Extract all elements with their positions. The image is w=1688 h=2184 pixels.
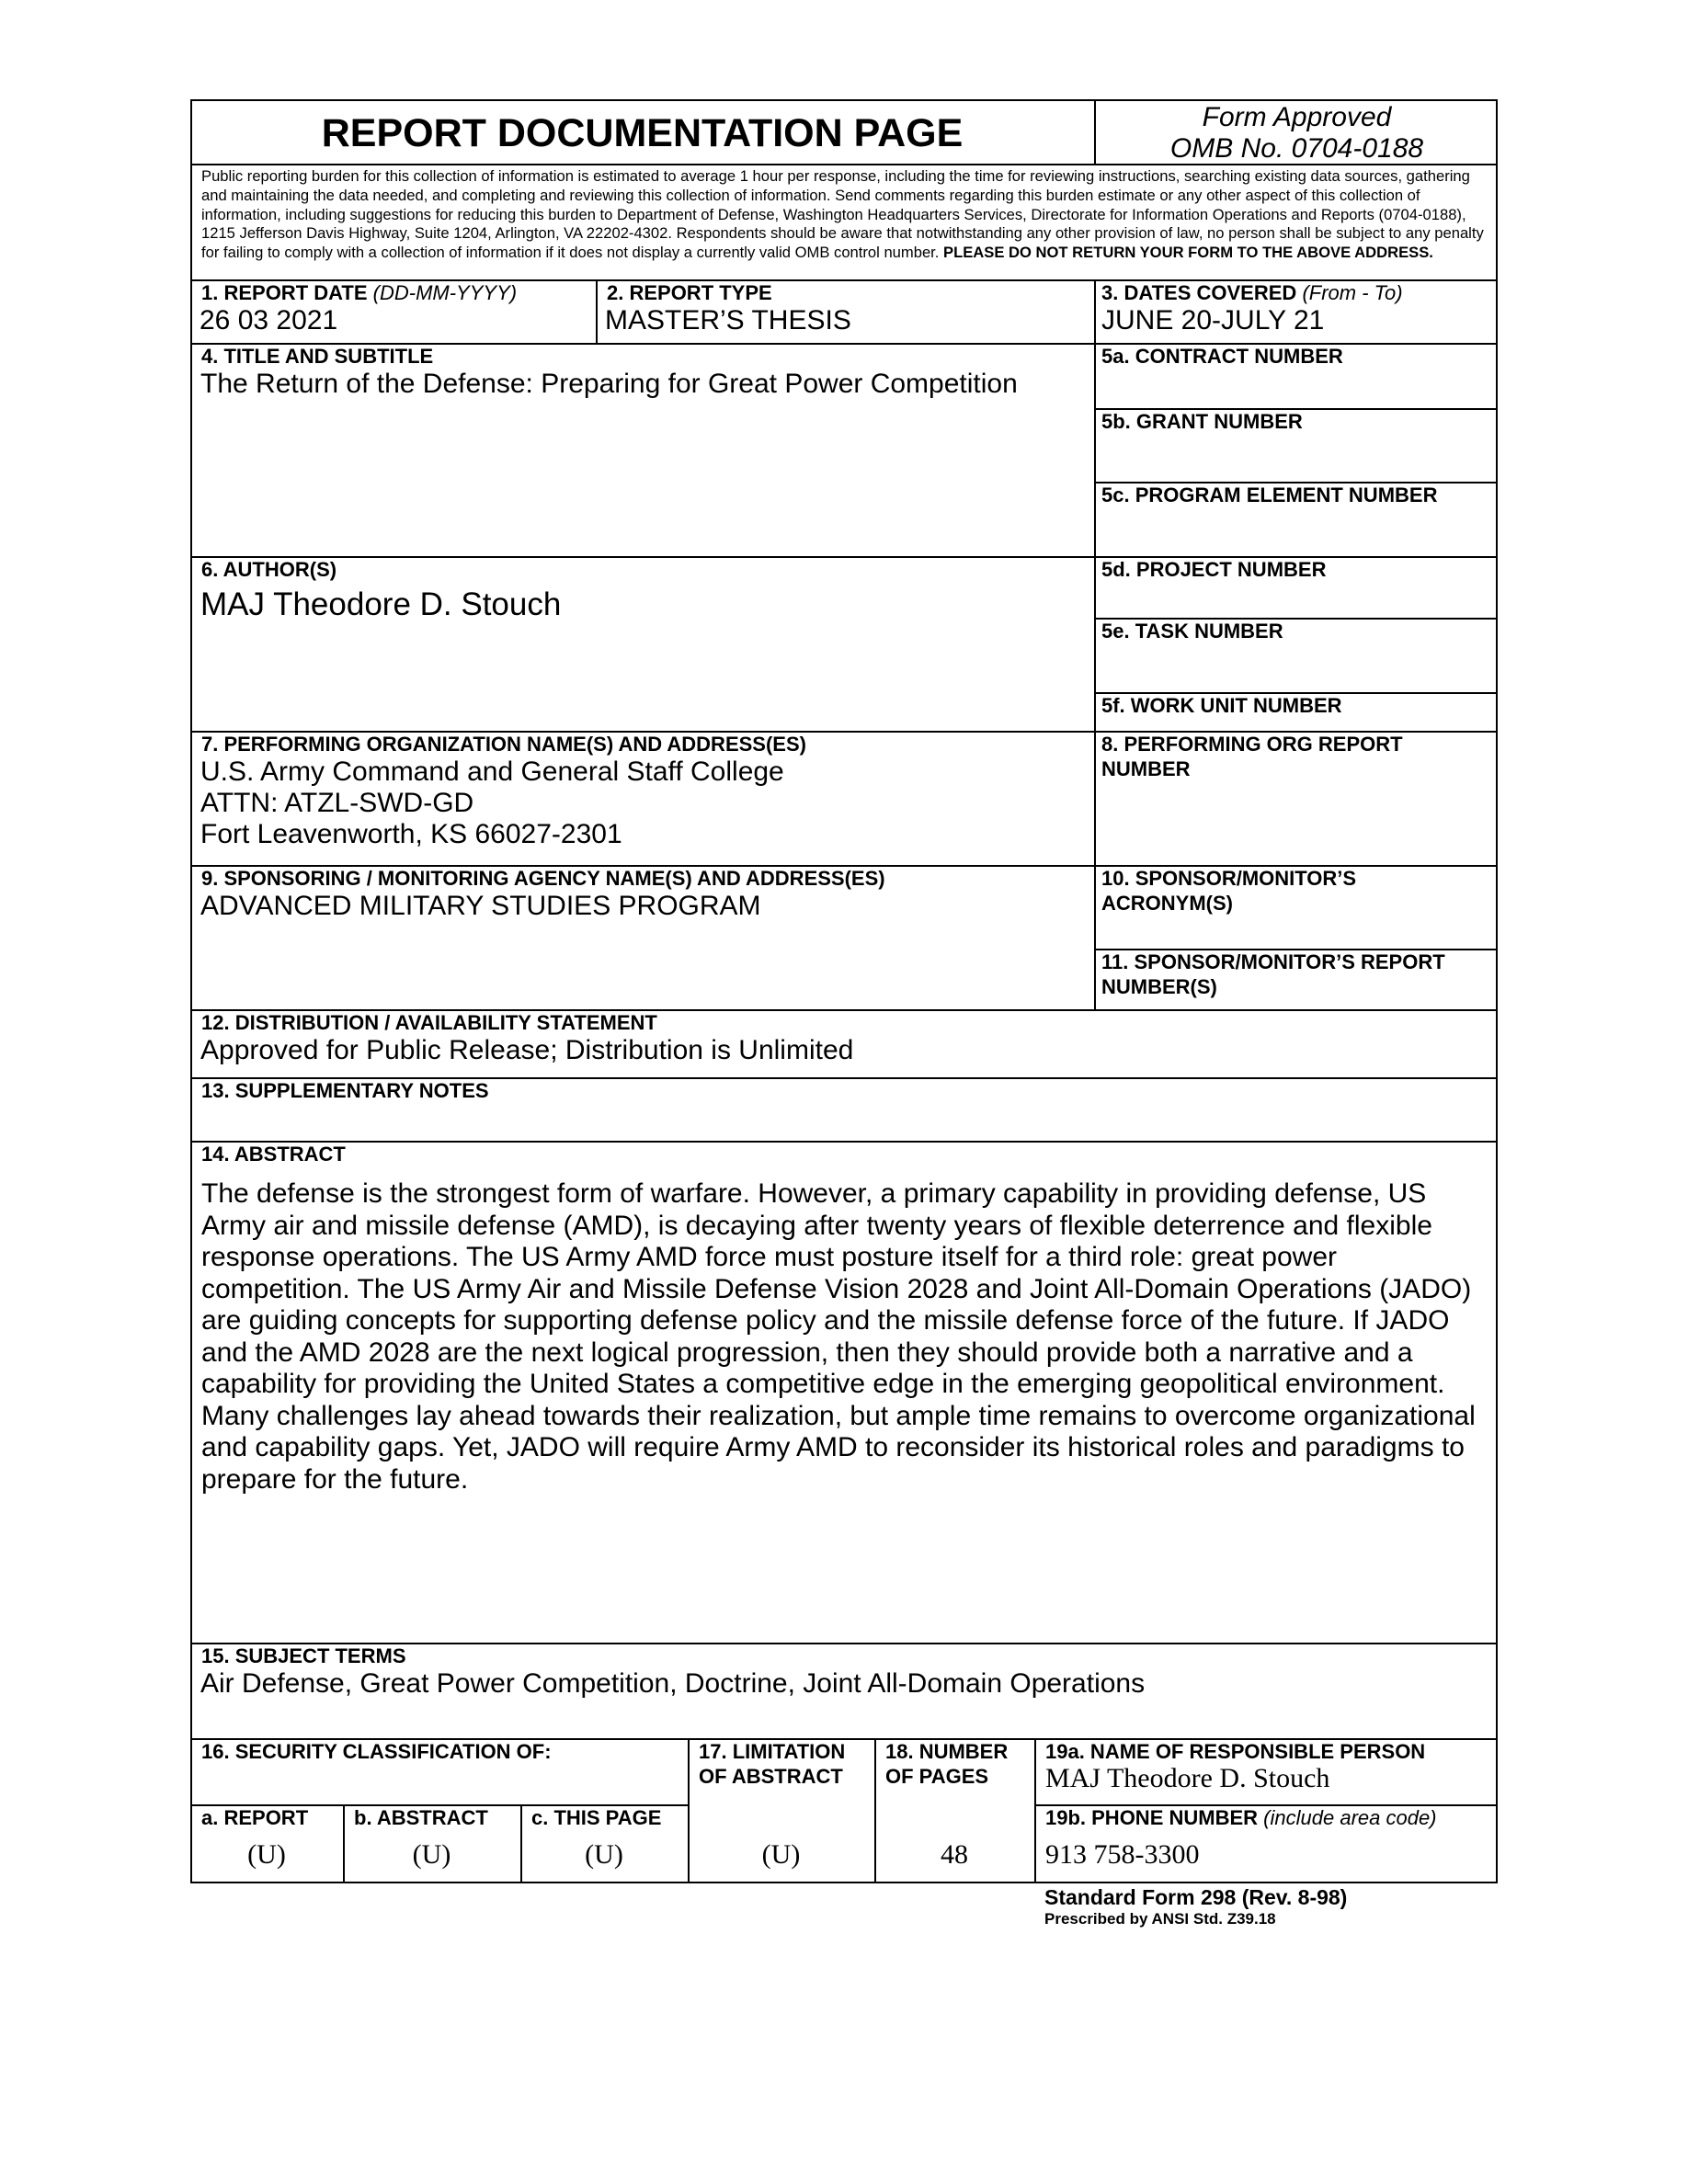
- rule: [1094, 482, 1498, 483]
- rule: [1034, 1738, 1036, 1883]
- contract-number-label: 5a. CONTRACT NUMBER: [1101, 345, 1343, 368]
- rule: [190, 1738, 1498, 1740]
- title-subtitle-label: 4. TITLE AND SUBTITLE: [201, 345, 434, 368]
- responsible-person-label: 19a. NAME OF RESPONSIBLE PERSON: [1045, 1740, 1426, 1763]
- performing-report-label-1: 8. PERFORMING ORG REPORT: [1101, 733, 1403, 756]
- form-approved-label: Form Approved: [1202, 102, 1392, 132]
- sponsor-report-label-1: 11. SPONSOR/MONITOR’S REPORT: [1101, 950, 1445, 973]
- performing-org-line-2[interactable]: ATTN: ATZL-SWD-GD: [200, 788, 474, 818]
- performing-org-line-1[interactable]: U.S. Army Command and General Staff College: [200, 756, 784, 787]
- rule: [1094, 692, 1498, 694]
- rule: [688, 1738, 690, 1883]
- rule: [190, 279, 1498, 281]
- performing-org-label: 7. PERFORMING ORGANIZATION NAME(S) AND ADDRESS(ES): [201, 733, 806, 756]
- project-number-label: 5d. PROJECT NUMBER: [1101, 558, 1327, 581]
- sponsoring-agency-label: 9. SPONSORING / MONITORING AGENCY NAME(S) AND ADDRESS(ES): [201, 867, 885, 890]
- security-classification-label: 16. SECURITY CLASSIFICATION OF:: [201, 1740, 552, 1763]
- sponsor-acronym-label-1: 10. SPONSOR/MONITOR’S: [1101, 867, 1357, 890]
- performing-org-line-3[interactable]: Fort Leavenworth, KS 66027-2301: [200, 819, 622, 849]
- phone-label: 19b. PHONE NUMBER (include area code): [1045, 1806, 1437, 1829]
- num-pages-label-1: 18. NUMBER: [885, 1740, 1009, 1763]
- abstract-label: 14. ABSTRACT: [201, 1143, 346, 1166]
- standard-form-id: Standard Form 298 (Rev. 8-98): [1044, 1885, 1348, 1909]
- grant-number-label: 5b. GRANT NUMBER: [1101, 410, 1303, 433]
- program-element-label: 5c. PROGRAM ELEMENT NUMBER: [1101, 483, 1438, 506]
- rule: [343, 1804, 345, 1883]
- dates-covered-value[interactable]: JUNE 20-JULY 21: [1101, 305, 1325, 336]
- security-abstract-value[interactable]: (U): [412, 1839, 451, 1870]
- sponsor-acronym-label-2: ACRONYM(S): [1101, 892, 1233, 915]
- title-subtitle-value[interactable]: The Return of the Defense: Preparing for Great Power Competition: [200, 369, 1018, 399]
- work-unit-label: 5f. WORK UNIT NUMBER: [1101, 694, 1342, 717]
- abstract-text[interactable]: The defense is the strongest form of warfare. However, a primary capability in providing defense, US Army air and missile defense (AMD), is decaying after twenty years of flexible deterrence and flexible response operations. The US Army AMD force must posture itself for a third role: great power competition. The US Army Air and Missile Defense Vision 2028 and Joint All-Domain Operations (JADO) are guiding concepts for supporting defense policy and the missile defense force of the future. If JADO and the AMD 2028 are the next logical progression, then they should provide both a narrative and a capability for providing the United States a competitive edge in the emerging geopolitical environment. Many challenges lay ahead towards their realization, but ample time remains to overcome organizational and capability gaps. Yet, JADO will require Army AMD to reconsider its historical roles and paradigms to prepare for the future.: [201, 1178, 1476, 1495]
- phone-value[interactable]: 913 758-3300: [1045, 1839, 1200, 1870]
- rule: [1094, 279, 1096, 1009]
- limitation-label-2: OF ABSTRACT: [699, 1765, 843, 1788]
- security-report-value[interactable]: (U): [247, 1839, 286, 1870]
- prescribed-by: Prescribed by ANSI Std. Z39.18: [1044, 1910, 1276, 1928]
- authors-label: 6. AUTHOR(S): [201, 558, 337, 581]
- report-type-value[interactable]: MASTER’S THESIS: [605, 305, 851, 336]
- sponsoring-agency-value[interactable]: ADVANCED MILITARY STUDIES PROGRAM: [200, 891, 761, 921]
- report-type-label: 2. REPORT TYPE: [607, 281, 772, 304]
- limitation-label-1: 17. LIMITATION: [699, 1740, 846, 1763]
- form-title: REPORT DOCUMENTATION PAGE: [321, 111, 964, 155]
- rule: [190, 1643, 1498, 1644]
- security-report-label: a. REPORT: [201, 1806, 309, 1829]
- rule: [1094, 949, 1498, 950]
- authors-value[interactable]: MAJ Theodore D. Stouch: [200, 586, 562, 622]
- distribution-label: 12. DISTRIBUTION / AVAILABILITY STATEMENT: [201, 1011, 657, 1034]
- num-pages-value[interactable]: 48: [941, 1839, 968, 1870]
- subject-terms-value[interactable]: Air Defense, Great Power Competition, Doctrine, Joint All-Domain Operations: [200, 1668, 1146, 1699]
- rule: [190, 1077, 1498, 1079]
- limitation-value[interactable]: (U): [761, 1839, 801, 1870]
- report-date-label: 1. REPORT DATE (DD-MM-YYYY): [201, 281, 518, 304]
- report-documentation-form: [190, 99, 1498, 1883]
- rule: [190, 343, 1498, 345]
- dates-covered-label: 3. DATES COVERED (From - To): [1101, 281, 1403, 304]
- rule: [190, 865, 1498, 867]
- rule: [190, 556, 1498, 558]
- burden-notice-text: Public reporting burden for this collection of information is estimated to average 1 hour per response, including the time for reviewing instructions, searching existing data sources, gathering and maintaining the data needed, and completing and reviewing this collection of information. Send comments regarding this burden estimate or any other aspect of this collection of information, including suggestions for reducing this burden to Department of Defense, Washington Headquarters Services, Directorate for Information Operations and Reports (0704-0188), 1215 Jefferson Davis Highway, Suite 1204, Arlington, VA 22202-4302. Respondents should be aware that notwithstanding any other provision of law, no person shall be subject to any penalty for failing to comply with a collection of information if it does not display a currently valid OMB control number.: [201, 167, 1484, 262]
- supplementary-label: 13. SUPPLEMENTARY NOTES: [201, 1079, 489, 1102]
- distribution-value[interactable]: Approved for Public Release; Distribution is Unlimited: [200, 1035, 854, 1065]
- rule: [190, 164, 1498, 165]
- rule: [1034, 1804, 1498, 1806]
- rule: [190, 1009, 1498, 1011]
- omb-number: OMB No. 0704-0188: [1169, 133, 1424, 164]
- security-abstract-label: b. ABSTRACT: [354, 1806, 488, 1829]
- task-number-label: 5e. TASK NUMBER: [1101, 620, 1283, 643]
- num-pages-label-2: OF PAGES: [885, 1765, 989, 1788]
- rule: [1094, 618, 1498, 620]
- security-this-page-label: c. THIS PAGE: [531, 1806, 662, 1829]
- rule: [1094, 99, 1096, 164]
- security-this-page-value[interactable]: (U): [585, 1839, 623, 1870]
- rule: [190, 1141, 1498, 1143]
- rule: [190, 1804, 688, 1806]
- sponsor-report-label-2: NUMBER(S): [1101, 975, 1217, 998]
- performing-report-label-2: NUMBER: [1101, 757, 1191, 780]
- subject-terms-label: 15. SUBJECT TERMS: [201, 1644, 406, 1667]
- responsible-person-value[interactable]: MAJ Theodore D. Stouch: [1045, 1763, 1330, 1793]
- rule: [1094, 408, 1498, 410]
- rule: [190, 731, 1498, 733]
- report-date-value[interactable]: 26 03 2021: [200, 305, 338, 336]
- burden-notice: [201, 167, 1488, 263]
- rule: [874, 1738, 876, 1883]
- rule: [596, 279, 598, 343]
- rule: [520, 1804, 522, 1883]
- burden-notice-bold: PLEASE DO NOT RETURN YOUR FORM TO THE ABOVE ADDRESS.: [943, 244, 1433, 262]
